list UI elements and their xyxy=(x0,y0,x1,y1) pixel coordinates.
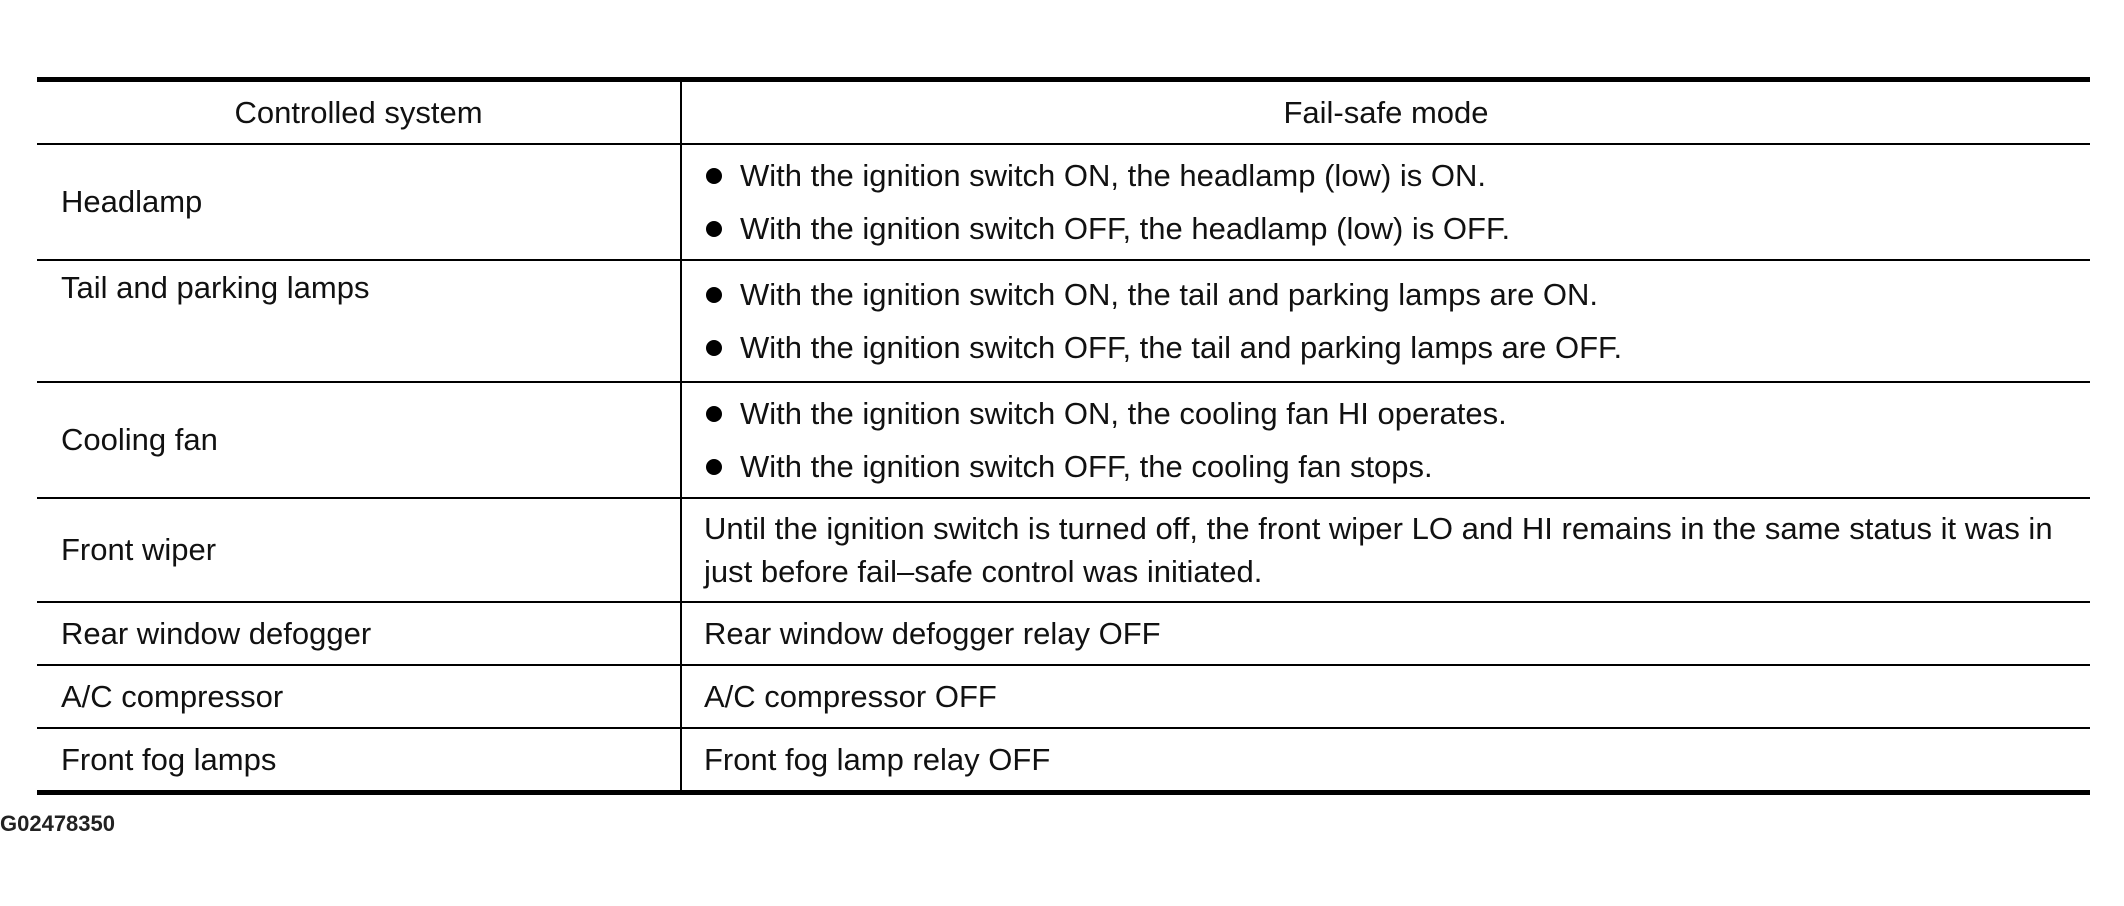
table-row xyxy=(37,728,2090,790)
system-cell: Front fog lamps xyxy=(37,728,681,790)
bullet-dot-icon xyxy=(706,406,722,422)
mode-cell xyxy=(681,382,2090,498)
table-row xyxy=(37,498,2090,602)
table-header xyxy=(37,82,2090,144)
table-row xyxy=(37,382,2090,498)
mode-text: Rear window defogger relay OFF xyxy=(681,602,2090,665)
bullet-text: With the ignition switch OFF, the headlamp (low) is OFF. xyxy=(740,211,1511,246)
bullet-text: With the ignition switch ON, the tail and parking lamps are ON. xyxy=(740,277,1599,312)
system-cell: Front wiper xyxy=(37,498,681,602)
figure-id: G02478350 xyxy=(0,811,115,836)
bullet-item xyxy=(704,321,2076,374)
header-row xyxy=(37,82,2090,144)
bullet-list xyxy=(704,149,2076,255)
bullet-dot-icon xyxy=(706,168,722,184)
bullet-list xyxy=(704,387,2076,493)
bullet-item xyxy=(704,149,2076,202)
bullet-item xyxy=(704,387,2076,440)
system-cell: A/C compressor xyxy=(37,665,681,728)
mode-cell xyxy=(681,144,2090,260)
system-cell: Cooling fan xyxy=(37,382,681,498)
system-cell: Rear window defogger xyxy=(37,602,681,665)
bullet-list xyxy=(704,268,2076,374)
bullet-text: With the ignition switch OFF, the tail and parking lamps are OFF. xyxy=(740,330,1623,365)
table-row xyxy=(37,602,2090,665)
bullet-text: With the ignition switch OFF, the cooling fan stops. xyxy=(740,449,1433,484)
bullet-dot-icon xyxy=(706,287,722,303)
bullet-item xyxy=(704,202,2076,255)
table-row xyxy=(37,665,2090,728)
fail-safe-table-wrapper xyxy=(37,77,2090,795)
system-cell: Tail and parking lamps xyxy=(37,260,681,382)
bullet-dot-icon xyxy=(706,340,722,356)
bullet-item xyxy=(704,268,2076,321)
bullet-text: With the ignition switch ON, the cooling fan HI operates. xyxy=(740,396,1507,431)
mode-text: A/C compressor OFF xyxy=(681,665,2090,728)
bullet-item xyxy=(704,440,2076,493)
bullet-text: With the ignition switch ON, the headlamp (low) is ON. xyxy=(740,158,1486,193)
mode-text: Until the ignition switch is turned off, the front wiper LO and HI remains in the same status it was in just before fail–safe control was initiated. xyxy=(704,511,2053,589)
mode-cell xyxy=(681,260,2090,382)
header-controlled-system: Controlled system xyxy=(37,82,681,144)
table-row xyxy=(37,144,2090,260)
table-body xyxy=(37,144,2090,790)
mode-cell xyxy=(681,498,2090,602)
fail-safe-table xyxy=(37,82,2090,790)
mode-text: Front fog lamp relay OFF xyxy=(681,728,2090,790)
bullet-dot-icon xyxy=(706,459,722,475)
bullet-dot-icon xyxy=(706,221,722,237)
table-row xyxy=(37,260,2090,382)
header-fail-safe-mode: Fail-safe mode xyxy=(681,82,2090,144)
system-cell: Headlamp xyxy=(37,144,681,260)
